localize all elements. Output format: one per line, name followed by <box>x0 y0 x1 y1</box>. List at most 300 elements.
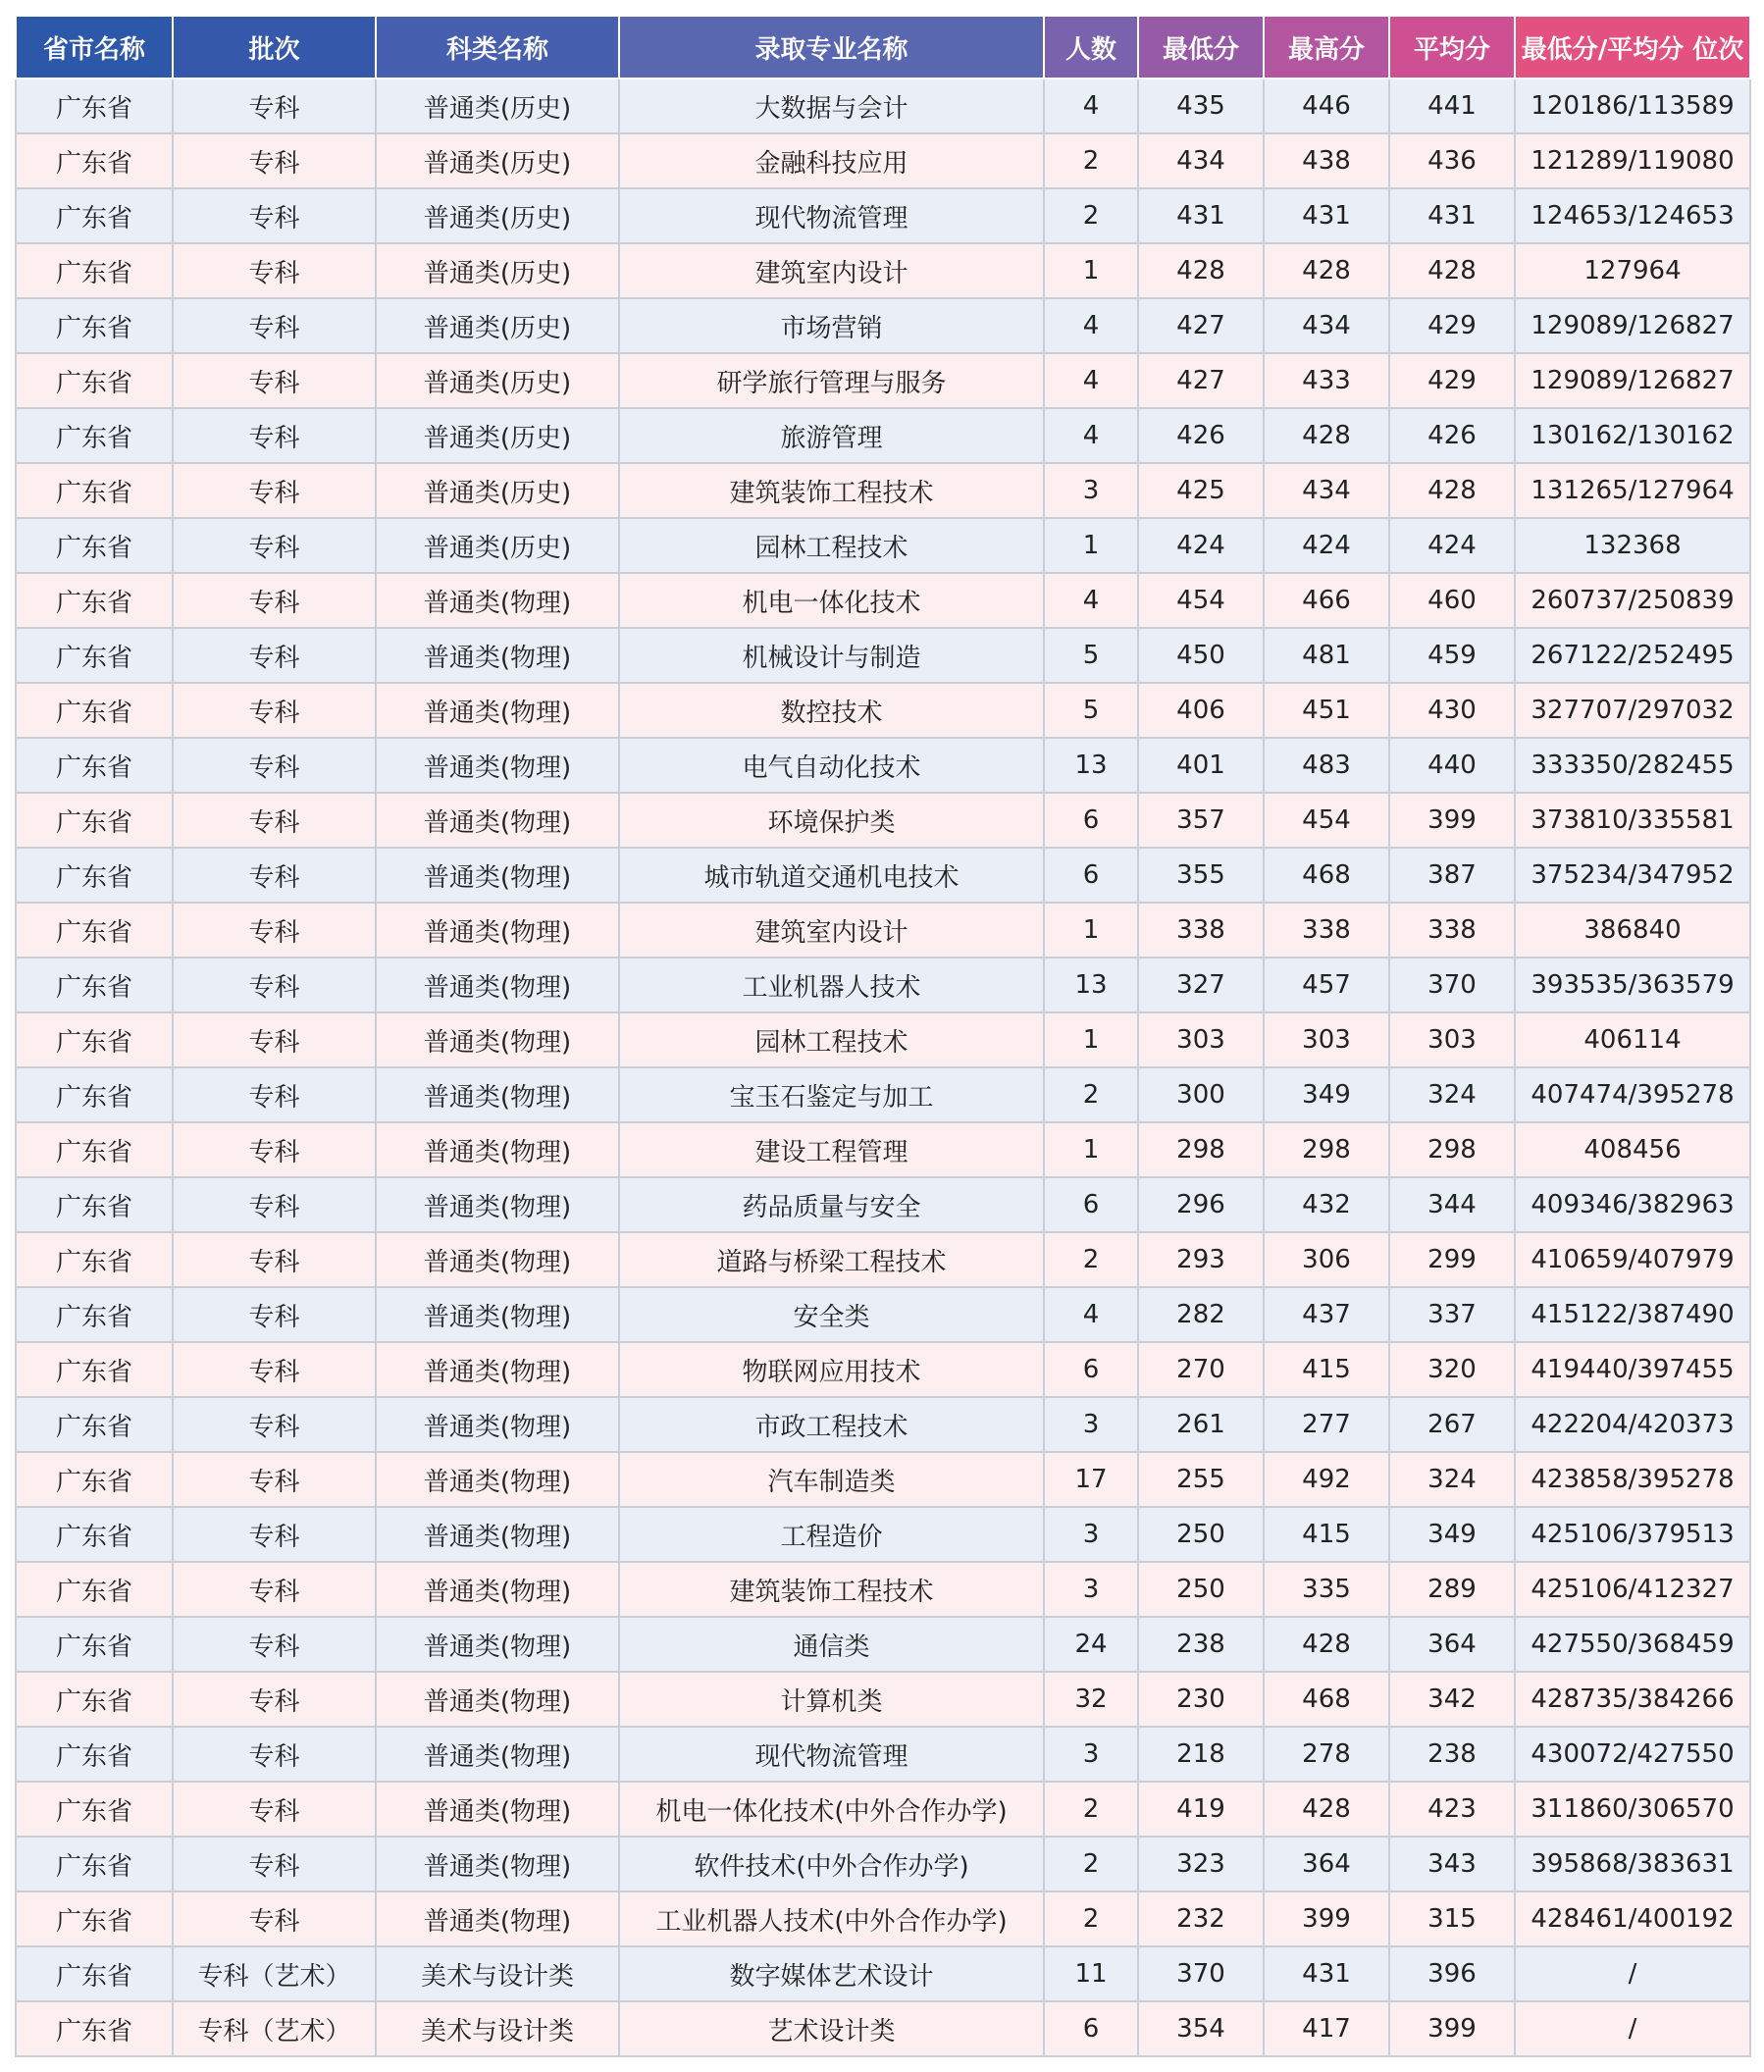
cell-avg-score: 344 <box>1389 1177 1515 1232</box>
cell-avg-score: 428 <box>1389 243 1515 298</box>
table-row <box>16 1452 1750 1507</box>
cell-count: 4 <box>1044 78 1138 133</box>
cell-count: 4 <box>1044 573 1138 628</box>
cell-min-score: 250 <box>1138 1562 1264 1617</box>
cell-max-score: 415 <box>1264 1507 1389 1562</box>
cell-min-score: 454 <box>1138 573 1264 628</box>
table-row <box>16 188 1750 243</box>
cell-major: 机械设计与制造 <box>619 628 1044 683</box>
cell-batch: 专科 <box>173 1507 376 1562</box>
cell-avg-score: 315 <box>1389 1891 1515 1946</box>
cell-rank: 375234/347952 <box>1515 848 1750 903</box>
table-row <box>16 628 1750 683</box>
cell-rank: 419440/397455 <box>1515 1342 1750 1397</box>
cell-major: 大数据与会计 <box>619 78 1044 133</box>
cell-category: 普通类(物理) <box>376 628 619 683</box>
cell-batch: 专科 <box>173 1727 376 1782</box>
cell-max-score: 483 <box>1264 738 1389 793</box>
table-row <box>16 243 1750 298</box>
cell-province: 广东省 <box>16 683 173 738</box>
table-row <box>16 518 1750 573</box>
cell-batch: 专科 <box>173 78 376 133</box>
cell-count: 2 <box>1044 1067 1138 1122</box>
cell-min-score: 428 <box>1138 243 1264 298</box>
cell-min-score: 401 <box>1138 738 1264 793</box>
cell-min-score: 450 <box>1138 628 1264 683</box>
cell-major: 园林工程技术 <box>619 518 1044 573</box>
cell-count: 1 <box>1044 903 1138 958</box>
cell-avg-score: 429 <box>1389 353 1515 408</box>
table-row <box>16 1837 1750 1891</box>
cell-avg-score: 320 <box>1389 1342 1515 1397</box>
column-header-min-score: 最低分 <box>1138 16 1264 78</box>
cell-major: 建筑室内设计 <box>619 243 1044 298</box>
cell-count: 3 <box>1044 1397 1138 1452</box>
cell-rank: 393535/363579 <box>1515 958 1750 1012</box>
cell-province: 广东省 <box>16 243 173 298</box>
table-row <box>16 903 1750 958</box>
cell-rank: 410659/407979 <box>1515 1232 1750 1287</box>
cell-category: 普通类(物理) <box>376 1562 619 1617</box>
cell-province: 广东省 <box>16 1562 173 1617</box>
cell-min-score: 230 <box>1138 1672 1264 1727</box>
cell-province: 广东省 <box>16 1342 173 1397</box>
cell-min-score: 426 <box>1138 408 1264 463</box>
cell-min-score: 425 <box>1138 463 1264 518</box>
cell-province: 广东省 <box>16 903 173 958</box>
cell-avg-score: 423 <box>1389 1782 1515 1837</box>
cell-major: 现代物流管理 <box>619 188 1044 243</box>
column-header-rank: 最低分/平均分 位次 <box>1515 16 1750 78</box>
cell-category: 普通类(物理) <box>376 1067 619 1122</box>
cell-min-score: 303 <box>1138 1012 1264 1067</box>
table-row <box>16 1891 1750 1946</box>
cell-category: 普通类(历史) <box>376 243 619 298</box>
table-row <box>16 683 1750 738</box>
cell-major: 建筑装饰工程技术 <box>619 463 1044 518</box>
cell-category: 普通类(物理) <box>376 848 619 903</box>
cell-count: 13 <box>1044 958 1138 1012</box>
table-row <box>16 298 1750 353</box>
cell-max-score: 415 <box>1264 1342 1389 1397</box>
cell-province: 广东省 <box>16 518 173 573</box>
cell-province: 广东省 <box>16 1232 173 1287</box>
cell-province: 广东省 <box>16 1672 173 1727</box>
cell-max-score: 468 <box>1264 848 1389 903</box>
cell-category: 美术与设计类 <box>376 2001 619 2056</box>
header-row <box>16 16 1750 78</box>
cell-major: 工程造价 <box>619 1507 1044 1562</box>
table-row <box>16 1562 1750 1617</box>
cell-batch: 专科 <box>173 1837 376 1891</box>
cell-max-score: 454 <box>1264 793 1389 848</box>
cell-min-score: 427 <box>1138 298 1264 353</box>
cell-province: 广东省 <box>16 1782 173 1837</box>
cell-province: 广东省 <box>16 353 173 408</box>
cell-max-score: 481 <box>1264 628 1389 683</box>
cell-count: 11 <box>1044 1946 1138 2001</box>
cell-max-score: 424 <box>1264 518 1389 573</box>
cell-rank: 408456 <box>1515 1122 1750 1177</box>
cell-major: 安全类 <box>619 1287 1044 1342</box>
cell-min-score: 250 <box>1138 1507 1264 1562</box>
cell-count: 6 <box>1044 1177 1138 1232</box>
cell-batch: 专科 <box>173 738 376 793</box>
cell-min-score: 435 <box>1138 78 1264 133</box>
cell-min-score: 357 <box>1138 793 1264 848</box>
cell-max-score: 278 <box>1264 1727 1389 1782</box>
cell-major: 现代物流管理 <box>619 1727 1044 1782</box>
table-row <box>16 1122 1750 1177</box>
table-row <box>16 1617 1750 1672</box>
table-row <box>16 1727 1750 1782</box>
cell-province: 广东省 <box>16 573 173 628</box>
table-row <box>16 463 1750 518</box>
cell-avg-score: 370 <box>1389 958 1515 1012</box>
cell-min-score: 261 <box>1138 1397 1264 1452</box>
cell-major: 市场营销 <box>619 298 1044 353</box>
cell-max-score: 428 <box>1264 1782 1389 1837</box>
cell-category: 普通类(历史) <box>376 298 619 353</box>
cell-batch: 专科 <box>173 463 376 518</box>
cell-province: 广东省 <box>16 793 173 848</box>
cell-category: 普通类(历史) <box>376 133 619 188</box>
cell-batch: 专科 <box>173 408 376 463</box>
cell-batch: 专科 <box>173 243 376 298</box>
cell-max-score: 428 <box>1264 243 1389 298</box>
cell-avg-score: 460 <box>1389 573 1515 628</box>
cell-avg-score: 424 <box>1389 518 1515 573</box>
cell-major: 金融科技应用 <box>619 133 1044 188</box>
cell-rank: 129089/126827 <box>1515 298 1750 353</box>
cell-min-score: 424 <box>1138 518 1264 573</box>
cell-max-score: 446 <box>1264 78 1389 133</box>
cell-category: 普通类(物理) <box>376 903 619 958</box>
cell-category: 普通类(物理) <box>376 683 619 738</box>
table-row <box>16 1782 1750 1837</box>
cell-rank: 130162/130162 <box>1515 408 1750 463</box>
cell-avg-score: 337 <box>1389 1287 1515 1342</box>
cell-rank: 132368 <box>1515 518 1750 573</box>
cell-category: 普通类(物理) <box>376 958 619 1012</box>
cell-min-score: 419 <box>1138 1782 1264 1837</box>
cell-count: 1 <box>1044 1122 1138 1177</box>
cell-count: 3 <box>1044 1562 1138 1617</box>
cell-avg-score: 303 <box>1389 1012 1515 1067</box>
cell-batch: 专科 <box>173 1617 376 1672</box>
table-row <box>16 1232 1750 1287</box>
cell-major: 机电一体化技术 <box>619 573 1044 628</box>
cell-batch: 专科 <box>173 903 376 958</box>
cell-category: 普通类(历史) <box>376 463 619 518</box>
cell-count: 1 <box>1044 243 1138 298</box>
cell-province: 广东省 <box>16 1122 173 1177</box>
table-row <box>16 958 1750 1012</box>
table-row <box>16 1946 1750 2001</box>
table-row <box>16 353 1750 408</box>
cell-province: 广东省 <box>16 738 173 793</box>
cell-rank: 124653/124653 <box>1515 188 1750 243</box>
cell-avg-score: 364 <box>1389 1617 1515 1672</box>
cell-min-score: 427 <box>1138 353 1264 408</box>
cell-max-score: 303 <box>1264 1012 1389 1067</box>
cell-category: 普通类(历史) <box>376 78 619 133</box>
cell-max-score: 277 <box>1264 1397 1389 1452</box>
cell-category: 普通类(物理) <box>376 1342 619 1397</box>
cell-province: 广东省 <box>16 1177 173 1232</box>
cell-count: 2 <box>1044 133 1138 188</box>
cell-avg-score: 431 <box>1389 188 1515 243</box>
cell-max-score: 451 <box>1264 683 1389 738</box>
cell-major: 计算机类 <box>619 1672 1044 1727</box>
cell-min-score: 327 <box>1138 958 1264 1012</box>
cell-count: 3 <box>1044 1507 1138 1562</box>
cell-count: 4 <box>1044 408 1138 463</box>
cell-rank: 425106/412327 <box>1515 1562 1750 1617</box>
cell-category: 美术与设计类 <box>376 1946 619 2001</box>
cell-count: 32 <box>1044 1672 1138 1727</box>
cell-max-score: 399 <box>1264 1891 1389 1946</box>
cell-category: 普通类(物理) <box>376 1397 619 1452</box>
cell-max-score: 466 <box>1264 573 1389 628</box>
cell-max-score: 431 <box>1264 1946 1389 2001</box>
cell-rank: 129089/126827 <box>1515 353 1750 408</box>
cell-province: 广东省 <box>16 408 173 463</box>
cell-major: 工业机器人技术(中外合作办学) <box>619 1891 1044 1946</box>
cell-batch: 专科（艺术） <box>173 2001 376 2056</box>
cell-major: 建筑装饰工程技术 <box>619 1562 1044 1617</box>
cell-avg-score: 399 <box>1389 793 1515 848</box>
cell-max-score: 428 <box>1264 408 1389 463</box>
table-row <box>16 1012 1750 1067</box>
table-body <box>16 78 1750 2056</box>
cell-rank: 428735/384266 <box>1515 1672 1750 1727</box>
cell-province: 广东省 <box>16 133 173 188</box>
cell-category: 普通类(物理) <box>376 1727 619 1782</box>
column-header-count: 人数 <box>1044 16 1138 78</box>
column-header-max-score: 最高分 <box>1264 16 1389 78</box>
cell-major: 城市轨道交通机电技术 <box>619 848 1044 903</box>
cell-province: 广东省 <box>16 1727 173 1782</box>
cell-major: 通信类 <box>619 1617 1044 1672</box>
cell-rank: 120186/113589 <box>1515 78 1750 133</box>
cell-max-score: 306 <box>1264 1232 1389 1287</box>
cell-max-score: 298 <box>1264 1122 1389 1177</box>
cell-province: 广东省 <box>16 1891 173 1946</box>
cell-province: 广东省 <box>16 848 173 903</box>
cell-max-score: 468 <box>1264 1672 1389 1727</box>
cell-rank: 415122/387490 <box>1515 1287 1750 1342</box>
cell-rank: 311860/306570 <box>1515 1782 1750 1837</box>
table-row <box>16 1342 1750 1397</box>
cell-category: 普通类(物理) <box>376 1507 619 1562</box>
cell-max-score: 338 <box>1264 903 1389 958</box>
cell-avg-score: 343 <box>1389 1837 1515 1891</box>
cell-avg-score: 299 <box>1389 1232 1515 1287</box>
cell-avg-score: 324 <box>1389 1067 1515 1122</box>
cell-batch: 专科 <box>173 958 376 1012</box>
cell-rank: 373810/335581 <box>1515 793 1750 848</box>
cell-min-score: 434 <box>1138 133 1264 188</box>
table-row <box>16 1067 1750 1122</box>
admission-table-container <box>15 15 1749 2057</box>
cell-category: 普通类(物理) <box>376 573 619 628</box>
cell-avg-score: 342 <box>1389 1672 1515 1727</box>
cell-batch: 专科 <box>173 683 376 738</box>
cell-rank: 422204/420373 <box>1515 1397 1750 1452</box>
cell-rank: 395868/383631 <box>1515 1837 1750 1891</box>
cell-count: 2 <box>1044 1837 1138 1891</box>
cell-max-score: 349 <box>1264 1067 1389 1122</box>
cell-avg-score: 436 <box>1389 133 1515 188</box>
cell-major: 机电一体化技术(中外合作办学) <box>619 1782 1044 1837</box>
table-row <box>16 848 1750 903</box>
table-row <box>16 573 1750 628</box>
cell-category: 普通类(物理) <box>376 1177 619 1232</box>
column-header-province: 省市名称 <box>16 16 173 78</box>
cell-min-score: 323 <box>1138 1837 1264 1891</box>
cell-province: 广东省 <box>16 1397 173 1452</box>
cell-batch: 专科 <box>173 1012 376 1067</box>
cell-batch: 专科 <box>173 1672 376 1727</box>
cell-category: 普通类(历史) <box>376 408 619 463</box>
cell-count: 2 <box>1044 1782 1138 1837</box>
cell-avg-score: 428 <box>1389 463 1515 518</box>
cell-min-score: 300 <box>1138 1067 1264 1122</box>
cell-avg-score: 267 <box>1389 1397 1515 1452</box>
cell-major: 建筑室内设计 <box>619 903 1044 958</box>
cell-category: 普通类(物理) <box>376 1122 619 1177</box>
cell-avg-score: 298 <box>1389 1122 1515 1177</box>
cell-rank: 260737/250839 <box>1515 573 1750 628</box>
cell-count: 24 <box>1044 1617 1138 1672</box>
cell-count: 2 <box>1044 1232 1138 1287</box>
cell-category: 普通类(物理) <box>376 1617 619 1672</box>
cell-province: 广东省 <box>16 1452 173 1507</box>
cell-major: 软件技术(中外合作办学) <box>619 1837 1044 1891</box>
cell-max-score: 457 <box>1264 958 1389 1012</box>
cell-category: 普通类(物理) <box>376 1012 619 1067</box>
column-header-major: 录取专业名称 <box>619 16 1044 78</box>
cell-major: 工业机器人技术 <box>619 958 1044 1012</box>
cell-batch: 专科 <box>173 628 376 683</box>
cell-batch: 专科 <box>173 1891 376 1946</box>
cell-min-score: 232 <box>1138 1891 1264 1946</box>
cell-province: 广东省 <box>16 2001 173 2056</box>
cell-count: 2 <box>1044 1891 1138 1946</box>
cell-province: 广东省 <box>16 1287 173 1342</box>
cell-province: 广东省 <box>16 188 173 243</box>
cell-count: 6 <box>1044 793 1138 848</box>
cell-max-score: 417 <box>1264 2001 1389 2056</box>
cell-batch: 专科 <box>173 1452 376 1507</box>
cell-avg-score: 459 <box>1389 628 1515 683</box>
cell-category: 普通类(物理) <box>376 793 619 848</box>
cell-major: 旅游管理 <box>619 408 1044 463</box>
cell-min-score: 354 <box>1138 2001 1264 2056</box>
cell-category: 普通类(历史) <box>376 188 619 243</box>
cell-max-score: 438 <box>1264 133 1389 188</box>
cell-rank: 407474/395278 <box>1515 1067 1750 1122</box>
cell-avg-score: 387 <box>1389 848 1515 903</box>
cell-province: 广东省 <box>16 78 173 133</box>
cell-min-score: 298 <box>1138 1122 1264 1177</box>
cell-min-score: 218 <box>1138 1727 1264 1782</box>
cell-category: 普通类(物理) <box>376 738 619 793</box>
table-row <box>16 133 1750 188</box>
cell-batch: 专科 <box>173 1397 376 1452</box>
table-row <box>16 1287 1750 1342</box>
cell-avg-score: 430 <box>1389 683 1515 738</box>
cell-batch: 专科 <box>173 353 376 408</box>
cell-batch: 专科 <box>173 848 376 903</box>
cell-category: 普通类(物理) <box>376 1891 619 1946</box>
cell-avg-score: 440 <box>1389 738 1515 793</box>
table-row <box>16 78 1750 133</box>
column-header-category: 科类名称 <box>376 16 619 78</box>
cell-rank: 386840 <box>1515 903 1750 958</box>
cell-avg-score: 324 <box>1389 1452 1515 1507</box>
cell-batch: 专科 <box>173 518 376 573</box>
cell-avg-score: 426 <box>1389 408 1515 463</box>
cell-province: 广东省 <box>16 958 173 1012</box>
cell-province: 广东省 <box>16 463 173 518</box>
cell-avg-score: 338 <box>1389 903 1515 958</box>
cell-province: 广东省 <box>16 298 173 353</box>
cell-count: 13 <box>1044 738 1138 793</box>
cell-rank: 406114 <box>1515 1012 1750 1067</box>
cell-count: 4 <box>1044 298 1138 353</box>
cell-count: 6 <box>1044 848 1138 903</box>
cell-max-score: 432 <box>1264 1177 1389 1232</box>
cell-max-score: 335 <box>1264 1562 1389 1617</box>
cell-count: 1 <box>1044 1012 1138 1067</box>
cell-province: 广东省 <box>16 1507 173 1562</box>
cell-batch: 专科 <box>173 1562 376 1617</box>
cell-avg-score: 396 <box>1389 1946 1515 2001</box>
cell-major: 数控技术 <box>619 683 1044 738</box>
table-row <box>16 738 1750 793</box>
cell-avg-score: 238 <box>1389 1727 1515 1782</box>
cell-major: 艺术设计类 <box>619 2001 1044 2056</box>
cell-count: 1 <box>1044 518 1138 573</box>
cell-province: 广东省 <box>16 1617 173 1672</box>
table-row <box>16 1177 1750 1232</box>
cell-avg-score: 441 <box>1389 78 1515 133</box>
cell-rank: 427550/368459 <box>1515 1617 1750 1672</box>
cell-avg-score: 429 <box>1389 298 1515 353</box>
cell-max-score: 492 <box>1264 1452 1389 1507</box>
cell-avg-score: 399 <box>1389 2001 1515 2056</box>
cell-batch: 专科 <box>173 133 376 188</box>
cell-major: 物联网应用技术 <box>619 1342 1044 1397</box>
cell-province: 广东省 <box>16 628 173 683</box>
cell-min-score: 293 <box>1138 1232 1264 1287</box>
cell-major: 建设工程管理 <box>619 1122 1044 1177</box>
table-row <box>16 1397 1750 1452</box>
cell-batch: 专科 <box>173 1177 376 1232</box>
cell-min-score: 282 <box>1138 1287 1264 1342</box>
table-row <box>16 408 1750 463</box>
cell-max-score: 434 <box>1264 298 1389 353</box>
cell-rank: 327707/297032 <box>1515 683 1750 738</box>
cell-min-score: 338 <box>1138 903 1264 958</box>
cell-category: 普通类(物理) <box>376 1837 619 1891</box>
cell-min-score: 431 <box>1138 188 1264 243</box>
table-row <box>16 2001 1750 2056</box>
column-header-avg-score: 平均分 <box>1389 16 1515 78</box>
cell-category: 普通类(物理) <box>376 1287 619 1342</box>
